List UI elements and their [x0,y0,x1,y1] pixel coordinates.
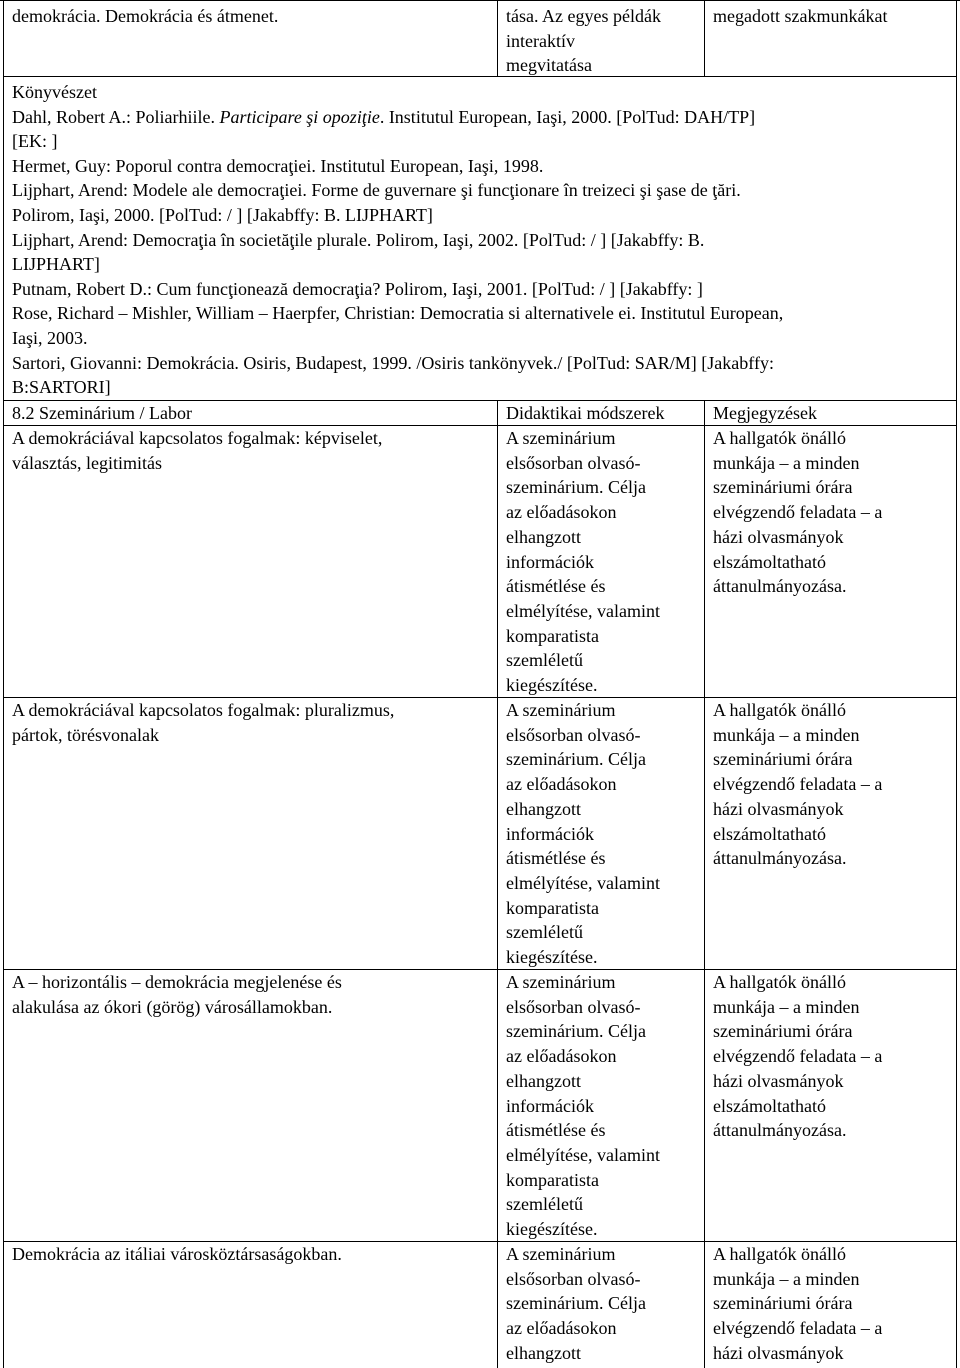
method-line: kiegészítése. [506,675,598,696]
border-col3-top [704,0,705,76]
seminar-row-2-topic [12,698,394,747]
seminar-row-2-notes [713,698,882,871]
bib-entry-line [12,105,934,130]
seminar-header-notes: Megjegyzések [713,403,817,423]
border-right-bib [956,76,957,400]
note-line: munkája – a minden [713,452,860,473]
seminar-border-col3 [704,400,705,1368]
method-line: átismétlése és [506,576,606,597]
note-line: házi olvasmányok [713,798,844,819]
note-line: munkája – a minden [713,996,860,1017]
seminar-row-3-notes [713,970,882,1143]
bib-entry-line: [EK: ] [12,131,58,152]
seminar-header-title: 8.2 Szeminárium / Labor [12,403,192,423]
note-line: házi olvasmányok [713,526,844,547]
bib-entry-line: Polirom, Iaşi, 2000. [PolTud: / ] [Jakabffy: B. LIJPHART] [12,204,433,225]
border-top [0,0,960,1]
seminar-row-1-notes [713,426,882,599]
note-line: áttanulmányozása. [713,848,847,869]
bib-entry-line: Sartori, Giovanni: Demokrácia. Osiris, Budapest, 1999. /Osiris tankönyvek./ [PolTud: SAR/M] [Jakabffy: [12,352,774,373]
method-line: komparatista [506,625,599,646]
seminar-row-4-notes [713,1242,882,1366]
bib-entry-line: B:SARTORI] [12,377,111,398]
topic-line: A demokráciával kapcsolatos fogalmak: pluralizmus, [12,700,395,720]
note-line: A hallgatók önálló [713,1244,846,1264]
topic-line: Demokrácia az itáliai városköztársaságokban. [12,1244,342,1264]
top-row-col3-text: megadott szakmunkákat [713,6,888,26]
border-top-row-bottom [3,76,957,77]
note-line: házi olvasmányok [713,1070,844,1091]
seminar-row-4-topic [12,1242,342,1267]
method-line: elsősorban olvasó- [506,1268,641,1289]
seminar-border-left [3,400,4,1368]
top-row-col3 [713,4,887,29]
topic-line: A – horizontális – demokrácia megjelenése és [12,972,342,992]
seminar-row-4-methods [506,1242,646,1366]
seminar-row-2-methods [506,698,660,970]
bib-entry-line: Iaşi, 2003. [12,327,88,348]
bibliography-heading: Könyvészet [12,82,97,102]
method-line: az előadásokon [506,1046,617,1067]
bib-text: Dahl, Robert A.: Poliarhiile. [12,106,220,127]
method-line: szemléletű [506,1194,583,1215]
method-line: A szeminárium [506,428,616,448]
border-col2-top [497,0,498,76]
method-line: elhangzott [506,526,581,547]
method-line: szemléletű [506,650,583,671]
border-left-bib [3,76,4,400]
top-row-col2-line: interaktív [506,30,575,51]
top-row-col1 [12,4,278,29]
method-line: elmélyítése, valamint [506,600,660,621]
bib-entry-line: Rose, Richard – Mishler, William – Haerpfer, Christian: Democratia si alternativele ei. Institutul European, [12,303,784,324]
method-line: elhangzott [506,1070,581,1091]
note-line: A hallgatók önálló [713,700,846,720]
note-line: elvégzendő feladata – a [713,1318,883,1339]
method-line: szeminárium. Célja [506,749,646,770]
method-line: komparatista [506,897,599,918]
bibliography [12,80,934,400]
topic-line: alakulása az ókori (görög) városállamokban. [12,996,333,1017]
bib-title-italic: Participare şi opoziţie [219,106,380,127]
method-line: információk [506,1095,594,1116]
bib-entry-line: Putnam, Robert D.: Cum funcţionează democraţia? Polirom, Iaşi, 2001. [PolTud: / ] [Jakabffy: ] [12,278,703,299]
border-left-top [3,0,4,76]
note-line: szemináriumi órára [713,1293,853,1314]
method-line: elhangzott [506,798,581,819]
note-line: áttanulmányozása. [713,576,847,597]
method-line: szemléletű [506,922,583,943]
method-line: A szeminárium [506,972,616,992]
method-line: az előadásokon [506,1318,617,1339]
method-line: az előadásokon [506,774,617,795]
method-line: elmélyítése, valamint [506,1144,660,1165]
method-line: elsősorban olvasó- [506,996,641,1017]
note-line: munkája – a minden [713,724,860,745]
top-row-col2 [506,4,661,78]
bib-entry-line: Lijphart, Arend: Democraţia în societăţile plurale. Polirom, Iaşi, 2002. [PolTud: / ] [Jakabffy: B. [12,229,705,250]
method-line: elsősorban olvasó- [506,724,641,745]
seminar-row-3-topic [12,970,342,1019]
note-line: A hallgatók önálló [713,972,846,992]
seminar-row-1-methods [506,426,660,698]
note-line: elszámoltatható [713,1095,826,1116]
method-line: átismétlése és [506,848,606,869]
method-line: elmélyítése, valamint [506,872,660,893]
top-row-col1-text: demokrácia. Demokrácia és átmenet. [12,6,279,26]
top-row-col2-line: tása. Az egyes példák [506,6,661,26]
method-line: A szeminárium [506,1244,616,1264]
bib-entry-line: Hermet, Guy: Poporul contra democraţiei. Institutul European, Iaşi, 1998. [12,155,544,176]
method-line: információk [506,823,594,844]
note-line: elszámoltatható [713,551,826,572]
seminar-header-methods: Didaktikai módszerek [506,403,665,423]
border-right-top [956,0,957,76]
seminar-row-1-topic [12,426,382,475]
method-line: átismétlése és [506,1120,606,1141]
method-line: elhangzott [506,1342,581,1363]
note-line: elvégzendő feladata – a [713,774,883,795]
bib-text: . Institutul European, Iaşi, 2000. [PolTud: DAH/TP] [379,106,756,127]
topic-line: pártok, törésvonalak [12,724,159,745]
note-line: munkája – a minden [713,1268,860,1289]
method-line: szeminárium. Célja [506,477,646,498]
note-line: szemináriumi órára [713,749,853,770]
method-line: szeminárium. Célja [506,1293,646,1314]
method-line: kiegészítése. [506,947,598,968]
note-line: elszámoltatható [713,823,826,844]
note-line: szemináriumi órára [713,477,853,498]
seminar-row-3-methods [506,970,660,1242]
note-line: áttanulmányozása. [713,1120,847,1141]
method-line: szeminárium. Célja [506,1021,646,1042]
bib-entry-line: Lijphart, Arend: Modele ale democraţiei. Forme de guvernare şi funcţionare în treizeci şi şase de ţări. [12,180,741,201]
method-line: A szeminárium [506,700,616,720]
bib-entry-line: LIJPHART] [12,254,100,275]
note-line: elvégzendő feladata – a [713,1046,883,1067]
method-line: az előadásokon [506,502,617,523]
top-row-col2-line: megvitatása [506,55,592,76]
method-line: komparatista [506,1169,599,1190]
topic-line: A demokráciával kapcsolatos fogalmak: képviselet, [12,428,383,448]
seminar-border-col2 [497,400,498,1368]
method-line: elsősorban olvasó- [506,452,641,473]
note-line: elvégzendő feladata – a [713,502,883,523]
topic-line: választás, legitimitás [12,452,162,473]
seminar-border-right [956,400,957,1368]
note-line: A hallgatók önálló [713,428,846,448]
method-line: kiegészítése. [506,1219,598,1240]
method-line: információk [506,551,594,572]
note-line: házi olvasmányok [713,1342,844,1363]
note-line: szemináriumi órára [713,1021,853,1042]
